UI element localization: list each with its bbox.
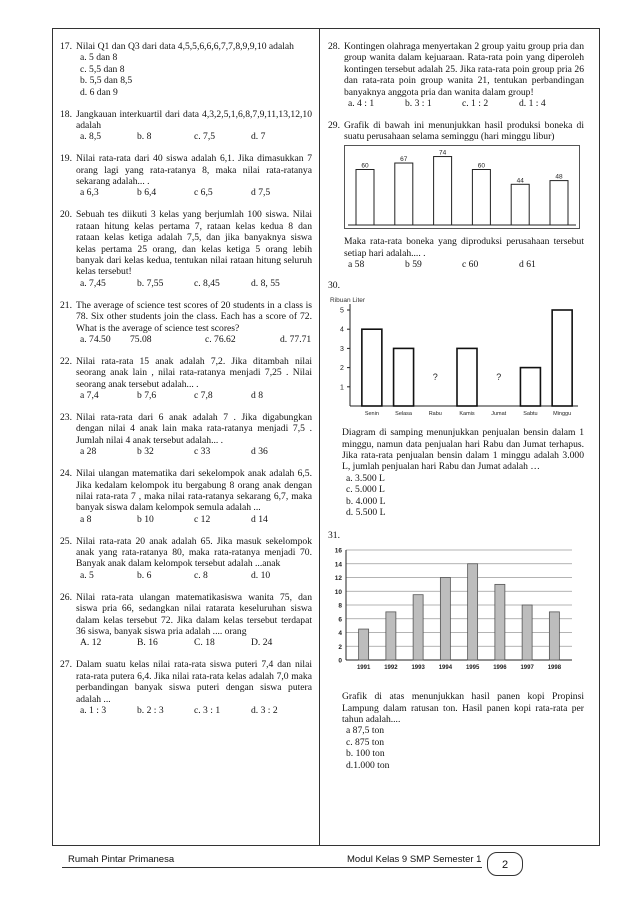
bar	[511, 184, 529, 225]
bar	[434, 156, 452, 224]
question-text: Nilai rata-rata 20 anak adalah 65. Jika masuk sekelompok anak yang rata-ratanya 80, maka rata-ratanya menjadi 70. Banyak anak dalam kelompok tersebut adalah ...anak	[76, 535, 312, 570]
x-tick-label: Sabtu	[523, 410, 538, 417]
option[interactable]: d. 8, 55	[251, 277, 280, 289]
chart-bensin	[328, 294, 584, 423]
option[interactable]: a. 7,45	[80, 277, 106, 289]
option[interactable]: a. 8,5	[80, 131, 102, 143]
question-number: 31.	[328, 530, 340, 542]
option[interactable]: c 12	[194, 513, 211, 525]
option[interactable]: c. 76.62	[205, 333, 236, 345]
footer-publisher: Rumah Pintar Primanesa	[68, 854, 175, 865]
y-axis-label: Ribuan Liter	[330, 296, 366, 304]
x-tick-label: Minggu	[553, 410, 572, 417]
question-31	[328, 530, 584, 771]
x-tick-label: 1991	[356, 664, 371, 671]
question-22	[60, 356, 312, 402]
option[interactable]: b 32	[137, 446, 154, 458]
question-options	[76, 637, 312, 648]
option[interactable]: B. 16	[137, 637, 158, 649]
question-number: 17.	[60, 41, 72, 52]
x-tick-label: 1994	[438, 664, 453, 671]
question-text: The average of science test scores of 20 students in a class is 78. Six other students join the class. Each has a score of 72. What is the average of science test scores?	[76, 299, 312, 334]
bar	[356, 169, 374, 225]
question-17	[60, 41, 312, 98]
option[interactable]: b. 7,55	[137, 277, 164, 289]
question-20	[60, 209, 312, 289]
question-options	[344, 98, 584, 109]
bar	[550, 180, 568, 224]
option[interactable]: d 14	[251, 513, 268, 525]
question-options	[76, 52, 312, 98]
option[interactable]: C. 18	[194, 637, 215, 649]
bar	[362, 329, 382, 406]
bar	[468, 564, 478, 660]
data-label: 74	[438, 149, 447, 157]
option[interactable]: d 8	[251, 390, 263, 402]
bar	[457, 348, 477, 406]
bar	[552, 310, 572, 406]
question-options	[342, 473, 584, 519]
page-number: 2	[487, 852, 523, 876]
chart-boneka-svg	[344, 145, 580, 229]
bar	[395, 163, 413, 225]
option[interactable]: d 36	[251, 446, 268, 458]
question-options	[76, 187, 312, 198]
bar	[549, 612, 559, 660]
option[interactable]: b. 3 : 1	[405, 98, 432, 110]
option[interactable]: a. 74.50	[80, 333, 111, 345]
y-tick-label: 3	[340, 345, 344, 353]
x-tick-label: Senin	[364, 410, 379, 417]
y-tick-label: 8	[338, 602, 342, 610]
option[interactable]: a 28	[80, 446, 97, 458]
option[interactable]: d 7,5	[251, 187, 271, 199]
x-tick-label: 1997	[520, 664, 534, 671]
question-30	[328, 280, 584, 518]
option[interactable]: a. 3.500 L	[346, 472, 385, 484]
question-text: Grafik di bawah ini menunjukkan hasil produksi boneka di suatu perusahaan selama seminggu (hari minggu libur)	[344, 119, 584, 143]
y-tick-label: 1	[340, 384, 344, 392]
option[interactable]: b. 8	[137, 131, 152, 143]
option[interactable]: b 10	[137, 513, 154, 525]
left-column	[60, 41, 312, 727]
missing-mark: ?	[496, 371, 502, 382]
data-label: 60	[477, 162, 486, 170]
option[interactable]: 75.08	[130, 333, 152, 345]
question-number: 27.	[60, 659, 72, 671]
option[interactable]: b. 5,5 dan 8,5	[80, 75, 133, 87]
data-label: 44	[516, 177, 524, 185]
option[interactable]: b. 2 : 3	[137, 704, 164, 716]
option[interactable]: D. 24	[251, 637, 273, 649]
y-tick-label: 2	[338, 643, 342, 651]
question-29	[328, 120, 584, 270]
option[interactable]: b. 4.000 L	[346, 495, 386, 507]
option[interactable]: b. 6	[137, 569, 152, 581]
bar	[472, 169, 490, 225]
question-options	[76, 131, 312, 142]
option[interactable]: d. 1 : 4	[519, 98, 546, 110]
bar	[522, 605, 532, 660]
data-label: 60	[361, 162, 369, 170]
option[interactable]: A. 12	[80, 637, 102, 649]
option[interactable]: a 6,3	[80, 187, 99, 199]
question-number: 20.	[60, 209, 72, 221]
question-26	[60, 592, 312, 649]
option[interactable]: d. 6 dan 9	[80, 86, 118, 98]
bar	[359, 629, 369, 660]
question-24	[60, 468, 312, 525]
option[interactable]: b 59	[405, 258, 422, 270]
question-19	[60, 153, 312, 199]
option[interactable]: d. 5.500 L	[346, 507, 386, 519]
question-number: 30.	[328, 280, 340, 292]
question-number: 25.	[60, 535, 72, 547]
missing-mark: ?	[432, 371, 438, 382]
option[interactable]: a 7,4	[80, 390, 99, 402]
y-tick-label: 0	[338, 657, 342, 665]
question-text: Jangkauan interkuartil dari data 4,3,2,5,1,6,8,7,9,11,13,12,10 adalah	[76, 108, 312, 131]
option[interactable]: c. 3 : 1	[194, 704, 221, 716]
question-text: Nilai rata-rata ulangan matematikasiswa wanita 75, dan siswa pria 66, sedangkan nilai ratarata keseluruhan siswa dalam kelas tersebut 72. Jika dalam kelas tersebut terdapat 36 siswa, banyak siswa pria adalah .... orang	[76, 591, 312, 637]
question-number: 29.	[328, 119, 340, 131]
question-number: 21.	[60, 299, 72, 311]
right-column	[328, 41, 584, 782]
question-number: 22.	[60, 355, 72, 367]
option[interactable]: a 58	[348, 258, 365, 270]
option[interactable]: d. 3 : 2	[251, 704, 278, 716]
x-tick-label: Kamis	[459, 410, 475, 417]
question-25	[60, 536, 312, 582]
question-options	[76, 390, 312, 401]
x-tick-label: 1998	[547, 664, 562, 671]
question-number: 28.	[328, 41, 340, 52]
question-options	[344, 259, 584, 270]
bar	[394, 348, 414, 406]
y-tick-label: 5	[340, 307, 344, 315]
page-footer	[62, 854, 542, 866]
option[interactable]: a 87,5 ton	[346, 725, 385, 737]
y-tick-label: 6	[338, 616, 342, 624]
question-text-after: Maka rata-rata boneka yang diproduksi perusahaan tersebut setiap hari adalah.... .	[344, 236, 584, 259]
option[interactable]: c 6,5	[194, 187, 213, 199]
question-options	[76, 446, 312, 457]
option[interactable]: a. 5 dan 8	[80, 52, 118, 64]
y-tick-label: 12	[334, 574, 342, 582]
option[interactable]: a. 4 : 1	[348, 98, 375, 110]
x-tick-label: Jumat	[491, 410, 507, 417]
chart-border	[345, 145, 580, 228]
chart-kopi-svg	[328, 544, 578, 674]
x-tick-label: 1992	[384, 664, 398, 671]
question-text: Nilai rata-rata dari 6 anak adalah 7 . Jika digabungkan dengan nilai 4 anak lain maka rata-ratanya menjadi 7,5 . Jumlah nilai 4 anak tersebut adalah... .	[76, 411, 312, 446]
question-options	[76, 705, 312, 716]
question-number: 24.	[60, 468, 72, 480]
option[interactable]: b 6,4	[137, 187, 157, 199]
option[interactable]: c. 1 : 2	[462, 98, 489, 110]
data-label: 67	[400, 155, 408, 163]
option[interactable]: c. 5.000 L	[346, 484, 385, 496]
question-number: 23.	[60, 411, 72, 423]
column-divider	[319, 28, 320, 846]
option[interactable]: c. 8,45	[194, 277, 220, 289]
question-options	[76, 334, 312, 345]
option[interactable]: c 7,8	[194, 390, 213, 402]
bar	[495, 584, 505, 660]
question-23	[60, 412, 312, 458]
option[interactable]: d. 77.71	[280, 333, 312, 345]
y-tick-label: 4	[340, 326, 344, 334]
question-number: 18.	[60, 108, 72, 120]
question-28	[328, 41, 584, 109]
x-tick-label: Rabu	[428, 410, 442, 417]
question-text: Dalam suatu kelas nilai rata-rata siswa puteri 7,4 dan nilai rata-rata putera 6,4. Jika nilai rata-rata kelas adalah 7,0 maka perbandingan banyak siswa puteri dengan siswa putera adalah ...	[76, 659, 312, 705]
question-text: Nilai ulangan matematika dari sekelompok anak adalah 6,5. Jika kedalam kelompok itu bergabung 8 orang anak dengan nilai rata-rata 7 , maka nilai rata-ratanya sekarang 6,7, maka banyak siswa dalam kelompok semula adalah ...	[76, 468, 312, 514]
data-label: 48	[555, 173, 563, 181]
bar	[520, 367, 540, 405]
question-number: 19.	[60, 153, 72, 165]
question-options	[76, 570, 312, 581]
question-options	[76, 278, 312, 289]
question-text: Diagram di samping menunjukkan penjualan bensin dalam 1 minggu, namun data penjualan hari Rabu dan Jumat terhapus. Jika rata-rata penjualan bensin dalam 1 minggu adalah 3.000 L, jumlah penjualan hari Rabu dan Jumat adalah …	[342, 427, 584, 473]
option[interactable]: c 60	[462, 258, 479, 270]
option[interactable]: c. 8	[194, 569, 208, 581]
option[interactable]: b. 100 ton	[346, 748, 385, 760]
option[interactable]: c 33	[194, 446, 211, 458]
option[interactable]: c. 875 ton	[346, 736, 385, 748]
option[interactable]: a 8	[80, 513, 92, 525]
option[interactable]: c. 7,5	[194, 131, 216, 143]
bar	[386, 612, 396, 660]
y-tick-label: 2	[340, 364, 344, 372]
y-tick-label: 10	[334, 588, 342, 596]
chart-kopi	[328, 544, 584, 677]
question-text: Grafik di atas menunjukkan hasil panen kopi Propinsi Lampung dalam ratusan ton. Hasil panen kopi rata-rata per tahun adalah....	[342, 691, 584, 726]
x-tick-label: 1995	[465, 664, 480, 671]
y-tick-label: 4	[338, 629, 342, 637]
question-27	[60, 659, 312, 716]
x-tick-label: 1993	[411, 664, 425, 671]
footer-module: Modul Kelas 9 SMP Semester 1	[347, 854, 482, 865]
option[interactable]: d.1.000 ton	[346, 759, 390, 771]
question-text: Nilai rata-rata dari 40 siswa adalah 6,1. Jika dimasukkan 7 orang lagi yang rata-ratanya 8, maka nilai rata-ratanya sekarang adalah... .	[76, 153, 312, 188]
option[interactable]: a. 1 : 3	[80, 704, 107, 716]
question-18	[60, 109, 312, 143]
footer-line	[62, 867, 482, 868]
option[interactable]: b 7,6	[137, 390, 157, 402]
question-text: Nilai rata-rata 15 anak adalah 7,2. Jika ditambah nilai seorang anak lain , nilai rata-ratanya menjadi 7,25 . Nilai seorang anak tersebut adalah... .	[76, 355, 312, 390]
question-21	[60, 300, 312, 346]
question-text: Nilai Q1 dan Q3 dari data 4,5,5,6,6,6,7,7,8,9,9,10 adalah	[76, 41, 294, 52]
option[interactable]: d. 7	[251, 131, 266, 143]
option[interactable]: a. 5	[80, 569, 94, 581]
bar	[440, 577, 450, 660]
x-tick-label: Selasa	[395, 410, 412, 417]
bar	[413, 595, 423, 660]
chart-boneka	[344, 145, 584, 232]
question-text: Sebuah tes diikuti 3 kelas yang berjumlah 100 siswa. Nilai rataan hitung kelas pertama 7, rataan kelas kedua 8 dan rataan kelas ketiga adalah 7,5, dan jika banyaknya siswa kelas pertama 25 orang, dan kelas ketiga 5 orang lebih banyak dari kelas kedua, tentukan nilai rataan hitung seluruh kelas tersebut!	[76, 209, 312, 278]
x-tick-label: 1996	[493, 664, 507, 671]
option[interactable]: c. 5,5 dan 8	[80, 63, 125, 75]
option[interactable]: d 61	[519, 258, 536, 270]
y-tick-label: 14	[334, 561, 342, 569]
question-options	[342, 725, 584, 771]
question-number: 26.	[60, 591, 72, 603]
y-tick-label: 16	[334, 547, 342, 555]
question-text: Kontingen olahraga menyertakan 2 group yaitu group pria dan group wanita dalam kejuaraan. Rata-rata poin yang diperoleh kontingen tersebut adalah 25. Jika rata-rata poin group pria 26 dan rata-rata poin group wanita 21, tentukan perbandingan banyaknya anggota pria dan wanita dalam group!	[344, 41, 584, 98]
option[interactable]: d. 10	[251, 569, 271, 581]
question-options	[76, 514, 312, 525]
chart-bensin-svg	[328, 294, 584, 420]
